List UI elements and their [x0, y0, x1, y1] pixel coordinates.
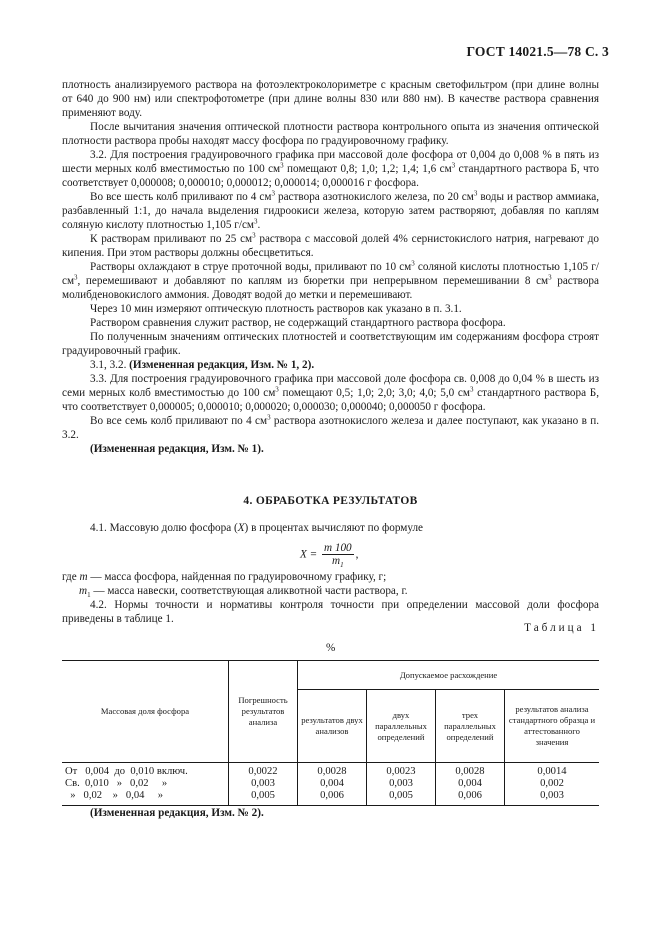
accuracy-table [62, 660, 599, 806]
table-unit: % [326, 642, 336, 654]
paragraph: где m — масса фосфора, найденная по градуировочному графику, г; [62, 571, 387, 583]
paragraph: Через 10 мин измеряют оптическую плотность растворов как указано в п. 3.1. [90, 303, 462, 315]
formula-fraction: $\frac{m 100}{m_1}$ [323, 542, 352, 570]
col-header-three-parallel: трех параллельных определений [436, 690, 505, 763]
section-intro [62, 521, 599, 535]
paragraph: 3.1, 3.2. (Измененная редакция, Изм. № 1, 2). [90, 359, 315, 371]
formula-legend [62, 570, 599, 626]
paragraph: плотность анализируемого раствора на фотоэлектроколориметре с красным светофильтром (при длине волны от 640 до 900 нм) или спектрофотометре (при длине волны 830 или 880 нм). В качестве раствора сравнения применяют воду. [62, 79, 599, 119]
table-row: Св. 0,010 » 0,02 » 0,003 0,004 0,003 0,004 0,002 [62, 778, 599, 790]
paragraph: По полученным значениям оптических плотностей и соответствующим им содержаниям фосфора строят градуировочный график. [62, 331, 599, 357]
formula: X = $\frac{m 100}{m_1}$ , [300, 542, 359, 570]
paragraph: $m_1$ — масса навески, соответствующая аликвотной части раствора, г. [79, 585, 408, 600]
table-row: » 0,02 » 0,04 » 0,005 0,006 0,005 0,006 0,003 [62, 790, 599, 806]
paragraph: 4.1. Массовую долю фосфора (X) в процентах вычисляют по формуле [90, 522, 424, 534]
amendment-note: (Измененная редакция, Изм. № 2). [90, 807, 264, 819]
table-caption: Таблица 1 [524, 622, 599, 634]
paragraph: К растворам приливают по 25 $см^3$ раствора с массовой долей 4% сернистокислого натрия, нагревают до кипения. При этом растворы должны обесцветиться. [62, 231, 600, 259]
paragraph: 3.3. Для построения градуировочного графика при массовой доле фосфора св. 0,008 до 0,04 % в шесть из семи мерных колб вместимостью до 100 $см^3$ помещают 0,5; 1,0; 2,0; 3,0; 4,0; 5,0 $см^3$ стандартного раствора Б, что соответствует 0,000005; 0,000010; 0,000020; 0,000030; 0,000040; 0,000050 г фосфора. [62, 373, 599, 413]
col-header-two-parallel: двух параллельных определений [367, 690, 436, 763]
col-header-two-analyses: результатов двух анализов [298, 690, 367, 763]
paragraph: Во все шесть колб приливают по 4 $см^3$ раствора азотнокислого железа, по 20 $см^3$ воды и раствор аммиака, разбавленный 1:1, до начала выделения гидроокиси железа, которую затем растворяют, добавляя по каплям соляную кислоту плотностью 1,105 $г/см^3$. [62, 189, 599, 231]
paragraph: После вычитания значения оптической плотности раствора контрольного опыта из значения оптической плотности раствора пробы находят массу фосфора по градуировочному графику. [62, 121, 599, 147]
body-text [62, 78, 599, 456]
section-title: 4. ОБРАБОТКА РЕЗУЛЬТАТОВ [243, 495, 418, 507]
table-row: От 0,004 до 0,010 включ. 0,0022 0,0028 0,0023 0,0028 0,0014 [62, 763, 599, 779]
paragraph: 3.2. Для построения градуировочного графика при массовой доле фосфора от 0,004 до 0,008 % в пять из шести мерных колб вместимостью по 100 $см^3$ помещают 0,8; 1,0; 1,2; 1,4; 1,6 $см^3$ стандартного раствора Б, что соответствует 0,000008; 0,000010; 0,000012; 0,000014; 0,000016 г фосфора. [62, 149, 599, 189]
col-header-standard-sample: результатов анализа стандартного образца и аттестованного значения [505, 690, 600, 763]
paragraph: 4.2. Нормы точности и нормативы контроля точности при определении массовой доли фосфора приведены в таблице 1. [62, 599, 599, 625]
col-header-error: Погрешность результатов анализа [229, 661, 298, 763]
paragraph: (Измененная редакция, Изм. № 1). [90, 443, 264, 455]
paragraph: Раствором сравнения служит раствор, не содержащий стандартного раствора фосфора. [90, 317, 506, 329]
paragraph: Растворы охлаждают в струе проточной воды, приливают по 10 $см^3$ соляной кислоты плотностью 1,105 $г/см^3$, перемешивают и добавляют по каплям из бюретки при непрерывном перемешивании 8 $см^3$ раствора молибденовокислого аммония. Доводят водой до метки и перемешивают. [62, 259, 599, 301]
page-header: ГОСТ 14021.5—78 С. 3 [466, 44, 609, 59]
col-header-mass-fraction: Массовая доля фосфора [62, 661, 229, 763]
paragraph: Во все семь колб приливают по 4 $см^3$ раствора азотнокислого железа и далее поступают, как указано в п. 3.2. [62, 413, 599, 441]
col-header-group: Допускаемое расхождение [298, 661, 600, 690]
